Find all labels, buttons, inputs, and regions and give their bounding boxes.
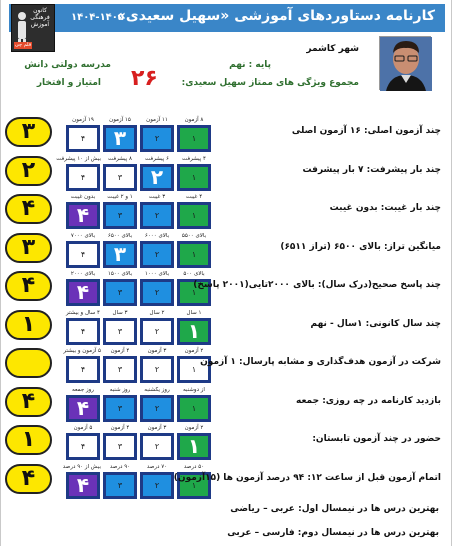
level-cell bbox=[139, 232, 175, 268]
best-subjects-second: بهترین درس ها در نیمسال دوم: فارسی – عربی bbox=[227, 528, 439, 538]
level-number: ۳ bbox=[117, 327, 123, 336]
achievement-row bbox=[1, 232, 453, 268]
level-caption: بدون غیبت bbox=[70, 194, 96, 200]
achievement-question: چند بار پیشرفت: ۷ بار پیشرفت bbox=[302, 165, 441, 175]
score-badge: ۴ bbox=[5, 464, 52, 494]
level-cell bbox=[102, 270, 138, 306]
score-badge: ۴ bbox=[5, 271, 52, 301]
level-cell bbox=[176, 232, 212, 268]
level-cell bbox=[65, 347, 101, 383]
level-number: ۳ bbox=[117, 211, 123, 220]
level-cell bbox=[139, 270, 175, 306]
level-box bbox=[103, 202, 137, 229]
level-caption: ۵ آزمون و بیشتر bbox=[63, 348, 101, 354]
level-cell bbox=[65, 424, 101, 460]
level-box bbox=[103, 356, 137, 383]
level-caption: ۱۹ آزمون bbox=[72, 117, 94, 123]
achievement-question: چند آزمون اصلی: ۱۶ آزمون اصلی bbox=[291, 126, 441, 136]
level-cell bbox=[65, 270, 101, 306]
level-cell bbox=[65, 116, 101, 152]
level-number: ۴ bbox=[80, 250, 86, 259]
level-strip bbox=[65, 347, 212, 383]
level-strip bbox=[65, 309, 212, 345]
level-strip bbox=[56, 155, 212, 191]
level-cell bbox=[139, 463, 175, 499]
level-number: ۲ bbox=[154, 250, 160, 259]
level-cell bbox=[102, 386, 138, 422]
level-caption: ۸ آزمون bbox=[184, 117, 204, 123]
achievement-question: چند سال کانونی: ۱سال - نهم bbox=[310, 319, 441, 329]
achievement-row bbox=[1, 424, 453, 460]
level-box-achieved bbox=[103, 241, 137, 268]
level-cell bbox=[56, 155, 101, 191]
level-caption: بالای ۱۰۰۰ bbox=[144, 271, 170, 277]
level-box bbox=[66, 356, 100, 383]
level-caption: روز شنبه bbox=[109, 387, 131, 393]
score-badge: ۱ bbox=[5, 310, 52, 340]
level-box bbox=[66, 125, 100, 152]
level-number: ۲ bbox=[154, 211, 160, 220]
level-number: ۲ bbox=[154, 404, 160, 413]
level-caption: ۳ آزمون bbox=[147, 425, 167, 431]
achievement-question: چند بار غیبت: بدون غیبت bbox=[329, 203, 441, 213]
student-portrait bbox=[380, 37, 432, 91]
level-caption: ۱۱ آزمون bbox=[146, 117, 168, 123]
level-number: ۱ bbox=[191, 404, 197, 413]
level-strip bbox=[65, 386, 212, 422]
level-cell bbox=[102, 116, 138, 152]
level-cell bbox=[102, 309, 138, 345]
level-caption: ۳ غیبت bbox=[148, 194, 166, 200]
level-caption: ۴ سال و بیشتر bbox=[66, 310, 100, 316]
level-box bbox=[140, 318, 174, 345]
score-badge: ۲ bbox=[5, 156, 52, 186]
level-number: ۲ bbox=[154, 481, 160, 490]
level-strip bbox=[65, 232, 212, 268]
level-number: ۴ bbox=[80, 134, 86, 143]
level-box-achieved bbox=[103, 125, 137, 152]
achievement-row bbox=[1, 270, 453, 306]
level-number: ۴ bbox=[76, 473, 90, 497]
level-number: ۴ bbox=[76, 203, 90, 227]
level-strip bbox=[65, 116, 212, 152]
level-box bbox=[103, 433, 137, 460]
level-box bbox=[66, 241, 100, 268]
level-caption: بالای ۵۰۰ bbox=[183, 271, 205, 277]
level-number: ۴ bbox=[80, 365, 86, 374]
level-number: ۳ bbox=[117, 365, 123, 374]
student-photo bbox=[379, 36, 431, 90]
level-number: ۴ bbox=[76, 280, 90, 304]
level-cell bbox=[176, 116, 212, 152]
level-number: ۴ bbox=[80, 327, 86, 336]
level-caption: بالای ۱۵۰۰ bbox=[107, 271, 133, 277]
score-badge: ۴ bbox=[5, 194, 52, 224]
level-number: ۱ bbox=[191, 481, 197, 490]
level-caption: بیش از ۱۰ پیشرفت bbox=[56, 156, 101, 162]
level-box-achieved bbox=[66, 472, 100, 499]
achievement-row bbox=[1, 155, 453, 191]
level-box bbox=[177, 164, 211, 191]
level-number: ۲ bbox=[154, 442, 160, 451]
level-caption: ۳ آزمون bbox=[147, 348, 167, 354]
level-caption: ۴ پیشرفت bbox=[182, 156, 206, 162]
level-caption: بالای ۲۰۰۰ bbox=[70, 271, 96, 277]
level-number: ۱ bbox=[187, 319, 201, 343]
level-number: ۴ bbox=[80, 173, 86, 182]
level-number: ۳ bbox=[113, 242, 127, 266]
achievement-question: شرکت در آزمون هدف‌گذاری و مشابه پارسال: ۱ آزمون bbox=[200, 357, 441, 367]
level-number: ۴ bbox=[76, 396, 90, 420]
level-number: ۱ bbox=[191, 250, 197, 259]
student-grade: پایه : نهم bbox=[229, 60, 271, 70]
level-strip bbox=[65, 270, 212, 306]
level-box bbox=[103, 279, 137, 306]
level-caption: ۷۰ درصد bbox=[146, 464, 168, 470]
achievement-question: چند پاسخ صحیح(درک سال): بالای ۲۰۰۰تایی(۲۰۰۱ پاسخ) bbox=[193, 280, 441, 290]
level-number: ۲ bbox=[154, 134, 160, 143]
achievement-row bbox=[1, 347, 453, 383]
level-box bbox=[103, 395, 137, 422]
score-badge: ۴ bbox=[5, 387, 52, 417]
achievement-row bbox=[1, 116, 453, 152]
level-caption: بالای ۶۰۰۰ bbox=[144, 233, 170, 239]
level-box bbox=[140, 433, 174, 460]
level-number: ۲ bbox=[154, 365, 160, 374]
level-caption: روز جمعه bbox=[72, 387, 94, 393]
achievement-row bbox=[1, 386, 453, 422]
level-box bbox=[66, 164, 100, 191]
level-box bbox=[103, 318, 137, 345]
student-school: مدرسه دولتی دانش bbox=[24, 60, 111, 70]
level-box bbox=[66, 433, 100, 460]
level-cell bbox=[139, 193, 175, 229]
level-box bbox=[103, 164, 137, 191]
level-cell bbox=[102, 193, 138, 229]
level-number: ۲ bbox=[150, 165, 164, 189]
level-box bbox=[140, 279, 174, 306]
score-badge: ۱ bbox=[5, 425, 52, 455]
header-bar bbox=[9, 4, 445, 32]
level-number: ۱ bbox=[191, 211, 197, 220]
level-caption: ۵ آزمون bbox=[73, 425, 93, 431]
level-caption: ۱۵ آزمون bbox=[109, 117, 131, 123]
achievement-row bbox=[1, 463, 453, 499]
level-number: ۳ bbox=[117, 288, 123, 297]
level-box-achieved bbox=[177, 318, 211, 345]
level-cell bbox=[176, 309, 212, 345]
achievement-question: میانگین تراز: بالای ۶۵۰۰ (تراز ۶۵۱۱) bbox=[280, 242, 441, 252]
level-cell bbox=[102, 347, 138, 383]
level-caption: ۴ آزمون bbox=[110, 348, 130, 354]
level-caption: ۲ آزمون bbox=[184, 425, 204, 431]
level-caption: ۵۰ درصد bbox=[183, 464, 205, 470]
level-number: ۱ bbox=[191, 134, 197, 143]
level-cell bbox=[65, 386, 101, 422]
level-number: ۱ bbox=[191, 173, 197, 182]
level-box-achieved bbox=[66, 395, 100, 422]
level-cell bbox=[102, 232, 138, 268]
level-box bbox=[140, 125, 174, 152]
level-caption: بیش از ۹۰ درصد bbox=[62, 464, 101, 470]
level-box bbox=[177, 125, 211, 152]
level-cell bbox=[139, 386, 175, 422]
level-box bbox=[177, 395, 211, 422]
level-caption: بالای ۶۵۰۰ bbox=[107, 233, 133, 239]
level-number: ۳ bbox=[117, 173, 123, 182]
achievement-row bbox=[1, 309, 453, 345]
level-number: ۳ bbox=[113, 126, 127, 150]
logo-text: کانون فرهنگی آموزش bbox=[30, 7, 50, 28]
page-title: کارنامه دستاوردهای آموزشی «سهیل سعیدی» bbox=[116, 8, 435, 24]
level-caption: ۱ سال bbox=[186, 310, 202, 316]
level-box-achieved bbox=[177, 433, 211, 460]
level-number: ۱ bbox=[191, 288, 197, 297]
level-cell bbox=[139, 155, 175, 191]
level-caption: بالای ۵۵۰۰ bbox=[181, 233, 207, 239]
level-strip bbox=[65, 193, 212, 229]
level-number: ۳ bbox=[117, 481, 123, 490]
level-cell bbox=[102, 424, 138, 460]
level-box bbox=[140, 202, 174, 229]
level-box-achieved bbox=[66, 279, 100, 306]
student-city: شهر کاشمر bbox=[306, 44, 359, 54]
level-box bbox=[140, 241, 174, 268]
level-caption: ۶ پیشرفت bbox=[145, 156, 169, 162]
level-number: ۲ bbox=[154, 288, 160, 297]
year-label: ۱۴۰۴-۱۴۰۵ bbox=[71, 12, 124, 23]
level-cell bbox=[139, 424, 175, 460]
level-number: ۴ bbox=[80, 442, 86, 451]
level-box bbox=[66, 318, 100, 345]
level-number: ۳ bbox=[117, 404, 123, 413]
level-box bbox=[177, 241, 211, 268]
level-cell bbox=[62, 463, 101, 499]
level-caption: ۴ غیبت bbox=[185, 194, 203, 200]
level-box bbox=[177, 202, 211, 229]
level-caption: ۲ سال bbox=[149, 310, 165, 316]
level-caption: ۸ پیشرفت bbox=[108, 156, 132, 162]
score-badge: ۳ bbox=[5, 117, 52, 147]
best-subjects-first: بهترین درس ها در نیمسال اول: عربی – ریاضی bbox=[230, 504, 439, 514]
logo-tag: قلم چی bbox=[14, 42, 32, 48]
level-cell bbox=[102, 155, 138, 191]
level-caption: بالای ۷۰۰۰ bbox=[70, 233, 96, 239]
level-box bbox=[140, 472, 174, 499]
level-box bbox=[103, 472, 137, 499]
level-cell bbox=[176, 386, 212, 422]
level-cell bbox=[176, 193, 212, 229]
level-box bbox=[140, 356, 174, 383]
score-badge: ۳ bbox=[5, 233, 52, 263]
institute-logo bbox=[11, 4, 55, 52]
level-number: ۲ bbox=[154, 327, 160, 336]
level-number: ۳ bbox=[117, 442, 123, 451]
level-number: ۱ bbox=[187, 434, 201, 458]
level-cell bbox=[139, 309, 175, 345]
level-number: ۱ bbox=[191, 365, 197, 374]
level-box-achieved bbox=[66, 202, 100, 229]
level-caption: ۲ آزمون bbox=[184, 348, 204, 354]
level-cell bbox=[65, 232, 101, 268]
level-cell bbox=[139, 347, 175, 383]
level-caption: روز یکشنبه bbox=[144, 387, 170, 393]
level-box-achieved bbox=[140, 164, 174, 191]
level-caption: ۱ و ۲ غیبت bbox=[107, 194, 133, 200]
level-cell bbox=[176, 155, 212, 191]
level-caption: از دوشنبه bbox=[183, 387, 205, 393]
achievement-row bbox=[1, 193, 453, 229]
level-caption: ۹۰ درصد bbox=[109, 464, 131, 470]
level-cell bbox=[176, 424, 212, 460]
total-value: ۲۶ bbox=[131, 66, 158, 91]
level-box bbox=[140, 395, 174, 422]
level-caption: ۴ آزمون bbox=[110, 425, 130, 431]
level-caption: ۳ سال bbox=[112, 310, 128, 316]
level-strip bbox=[65, 424, 212, 460]
total-label: مجموع ویژگی های ممتاز سهیل سعیدی: bbox=[181, 78, 359, 88]
achievement-question: بازدید کارنامه در چه روزی: جمعه bbox=[296, 396, 441, 406]
level-cell bbox=[139, 116, 175, 152]
level-cell bbox=[65, 193, 101, 229]
score-badge bbox=[5, 348, 52, 378]
achievement-question: حضور در چند آزمون تابستان: bbox=[312, 434, 441, 444]
points-label: امتیاز و افتخار bbox=[36, 78, 101, 88]
level-cell bbox=[65, 309, 101, 345]
level-cell bbox=[102, 463, 138, 499]
achievement-question: اتمام آزمون قبل از ساعت ۱۲: ۹۴ درصد آزمون ها (۱۵آزمون) bbox=[173, 473, 441, 483]
